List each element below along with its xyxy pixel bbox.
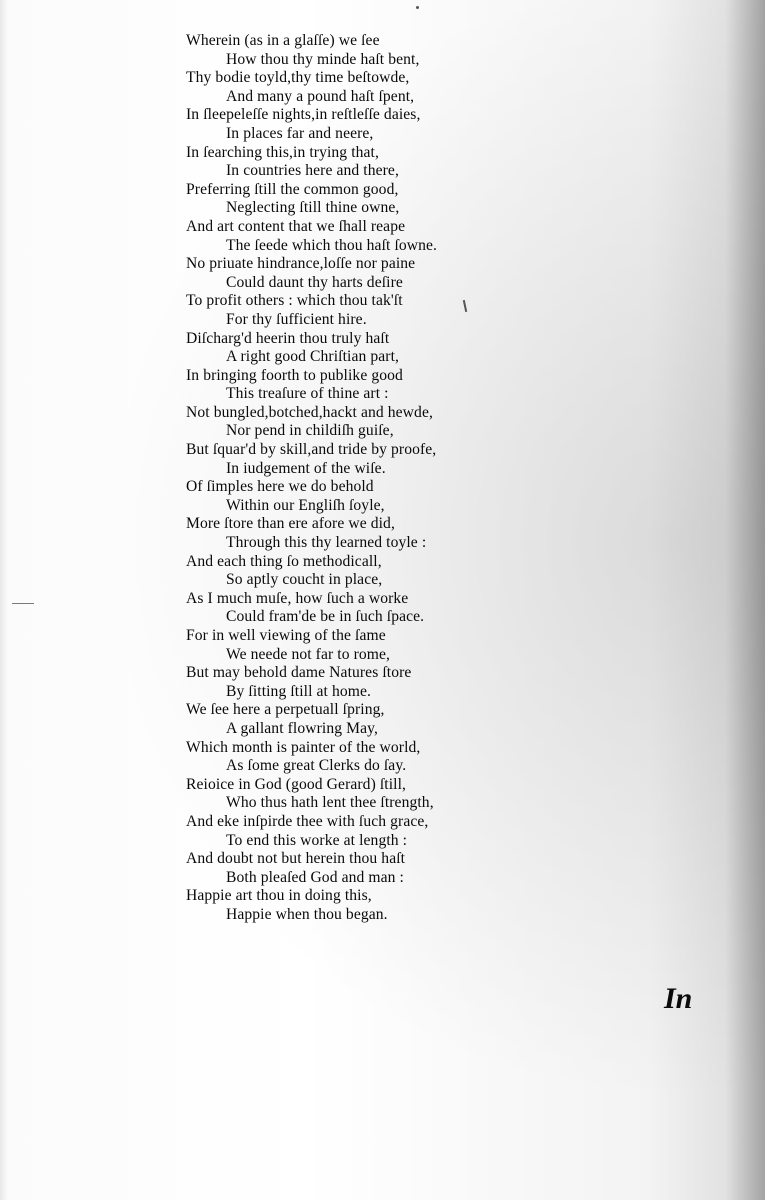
poem-line: Within our Engliſh ſoyle, [226, 496, 385, 514]
poem-line: By ſitting ſtill at home. [226, 682, 372, 700]
poem-line: Of ſimples here we do behold [186, 478, 374, 496]
poem-line: Nor pend in childiſh guiſe, [226, 422, 394, 440]
poem-line: And art content that we ſhall reape [186, 217, 406, 235]
poem-line: We ſee here a perpetuall ſpring, [186, 701, 385, 719]
poem-line: In bringing foorth to publike good [186, 366, 403, 384]
poem-line: Wherein (as in a glaſſe) we ſee [186, 32, 380, 49]
poem-line: Thy bodie toyld,thy time beſtowde, [186, 69, 410, 87]
poem-line: In ſleepeleſſe nights,in reſtleſſe daies, [186, 106, 421, 124]
poem-line: Both pleaſed God and man : [226, 868, 404, 886]
poem-line: Reioice in God (good Gerard) ſtill, [186, 775, 407, 793]
poem-text [186, 32, 437, 925]
poem-line: And eke inſpirde thee with ſuch grace, [186, 812, 429, 830]
poem-line: Neglecting ſtill thine owne, [226, 199, 400, 217]
poem-line: Happie art thou in doing this, [186, 887, 372, 905]
poem-line: Through this thy learned toyle : [226, 534, 427, 552]
poem-line: In countries here and there, [226, 162, 399, 180]
poem-line: In ſearching this,in trying that, [186, 143, 379, 161]
poem-line: A right good Chriſtian part, [226, 348, 400, 366]
poem-line: Not bungled,botched,hackt and hewde, [186, 403, 433, 421]
margin-mark [12, 603, 34, 604]
poem-line: In iudgement of the wiſe. [226, 459, 386, 477]
poem-line: To end this worke at length : [226, 831, 408, 849]
poem-line: The ſeede which thou haſt ſowne. [226, 236, 438, 254]
poem-line: As ſome great Clerks do ſay. [226, 757, 407, 775]
poem-line: No priuate hindrance,loſſe nor paine [186, 255, 416, 273]
poem-line: But ſquar'd by skill,and tride by proofe, [186, 441, 437, 459]
poem-line: And many a pound haſt ſpent, [226, 87, 415, 105]
poem-line: Could daunt thy harts deſire [226, 273, 403, 291]
poem-line: But may behold dame Natures ſtore [186, 664, 412, 682]
poem-line: Who thus hath lent thee ſtrength, [226, 794, 434, 812]
poem-line: Could fram'de be in ſuch ſpace. [226, 608, 425, 626]
poem-line: In places far and neere, [226, 124, 374, 142]
poem-line: So aptly coucht in place, [226, 571, 383, 589]
catchword: In [664, 982, 693, 1015]
poem-line: As I much muſe, how ſuch a worke [186, 589, 409, 607]
poem-line: More ſtore than ere afore we did, [186, 515, 395, 533]
poem-line: And doubt not but herein thou haſt [186, 850, 406, 868]
poem-line: And each thing ſo methodicall, [186, 552, 382, 570]
stray-stroke [463, 300, 467, 312]
poem-line: For in well viewing of the ſame [186, 627, 386, 644]
poem-line: For thy ſufficient hire. [226, 310, 367, 328]
poem-line: We neede not far to rome, [226, 645, 391, 663]
page-edge-shadow [725, 0, 765, 1200]
poem-line: Diſcharg'd heerin thou truly haſt [186, 329, 390, 347]
poem-line: To profit others : which thou tak'ſt [186, 292, 403, 310]
poem-line: Preferring ſtill the common good, [186, 180, 399, 198]
poem-line: How thou thy minde haſt bent, [226, 50, 420, 68]
poem-line: Happie when thou began. [226, 905, 388, 923]
ink-speck [416, 6, 419, 9]
poem-line: This treaſure of thine art : [226, 385, 389, 403]
page-gutter-shadow [0, 0, 8, 1200]
poem-line: Which month is painter of the world, [186, 738, 421, 756]
poem-line: A gallant flowring May, [226, 719, 379, 737]
